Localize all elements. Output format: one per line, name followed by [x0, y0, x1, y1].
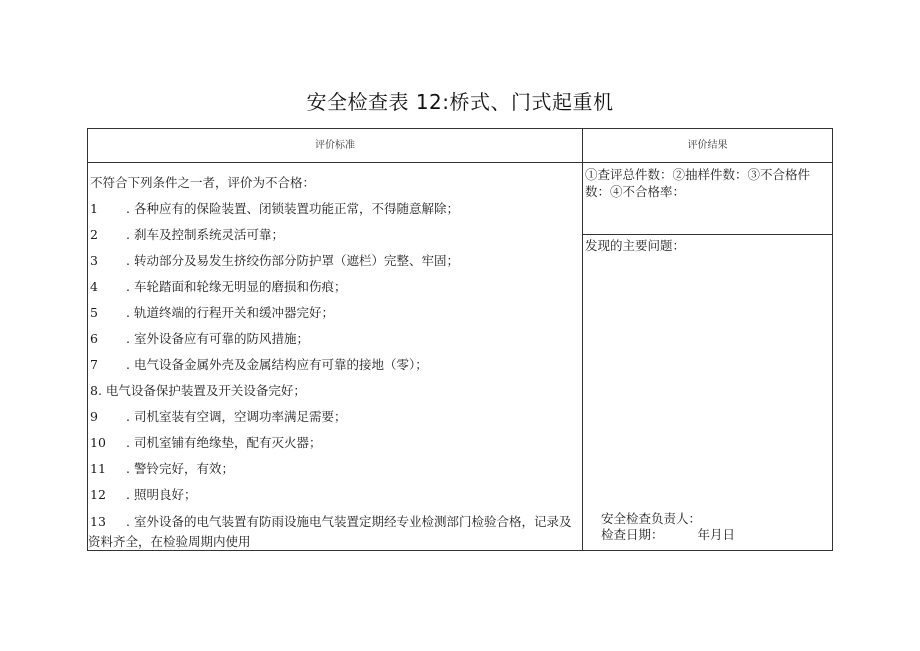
criteria-text: . 电气设备金属外壳及金属结构应有可靠的接地（零）； — [126, 357, 428, 372]
date-value: 年月日 — [697, 527, 736, 542]
page-title: 安全检查表 12:桥式、门式起重机 — [306, 90, 614, 114]
criteria-num: 3 — [90, 253, 98, 268]
criteria-item — [90, 430, 321, 456]
criteria-text: . 室外设备的电气装置有防雨设施电气装置定期经专业检测部门检验合格，记录及资料齐全，在检验周期内使用 — [88, 514, 572, 549]
criteria-text: . 室外设备应有可靠的防风措施； — [126, 331, 309, 346]
criteria-item — [90, 456, 234, 482]
criteria-num: 6 — [90, 331, 98, 346]
criteria-text: . 刹车及控制系统灵活可靠； — [126, 227, 284, 242]
criteria-item — [90, 300, 334, 326]
header-result: 评价结果 — [687, 140, 728, 151]
date-label: 检查日期： — [601, 527, 664, 542]
problems-label: 发现的主要问题： — [585, 238, 686, 253]
criteria-item — [90, 274, 346, 300]
checklist-table — [87, 128, 833, 551]
criteria-text: . 各种应有的保险装置、闭锁装置功能正常，不得随意解除； — [126, 201, 459, 216]
responsible-label: 安全检查负责人： — [601, 511, 702, 526]
criteria-num: 12 — [90, 487, 106, 502]
criteria-item — [90, 248, 459, 274]
criteria-item — [90, 326, 309, 352]
criteria-item — [90, 196, 459, 222]
result-counts: ①查评总件数：②抽样件数：③不合格件数：④不合格率： — [585, 167, 811, 199]
criteria-num: 2 — [90, 227, 98, 242]
result-divider — [582, 234, 832, 235]
criteria-text: . 照明良好； — [126, 487, 197, 502]
criteria-cell — [88, 163, 582, 550]
criteria-text: . 司机室铺有绝缘垫，配有灭火器； — [126, 435, 322, 450]
criteria-num: 9 — [90, 409, 98, 424]
criteria-item — [90, 352, 428, 378]
criteria-text: . 司机室装有空调，空调功率满足需要； — [126, 409, 347, 424]
criteria-intro: 不符合下列条件之一者，评价为不合格： — [90, 175, 316, 190]
criteria-item — [90, 404, 346, 430]
header-criteria: 评价标准 — [315, 140, 355, 151]
criteria-item — [90, 378, 306, 404]
criteria-text: . 转动部分及易发生挤绞伤部分防护罩（遮栏）完整、牢固； — [126, 253, 459, 268]
criteria-num: 1 — [90, 201, 98, 216]
criteria-num: 10 — [90, 435, 106, 450]
criteria-item — [90, 482, 196, 508]
criteria-num: 5 — [90, 305, 98, 320]
criteria-text: . 轨道终端的行程开关和缓冲器完好； — [126, 305, 334, 320]
criteria-text: 8. 电气设备保护装置及开关设备完好； — [90, 383, 306, 398]
criteria-item-13 — [88, 512, 580, 550]
criteria-num: 7 — [90, 357, 98, 372]
criteria-num: 13 — [90, 514, 106, 529]
criteria-text: . 车轮踏面和轮缘无明显的磨损和伤痕； — [126, 279, 347, 294]
criteria-text: . 警铃完好，有效； — [126, 461, 234, 476]
criteria-num: 4 — [90, 279, 98, 294]
criteria-item — [90, 222, 284, 248]
criteria-num: 11 — [90, 461, 106, 476]
column-divider — [582, 129, 583, 550]
check-date — [601, 526, 735, 543]
